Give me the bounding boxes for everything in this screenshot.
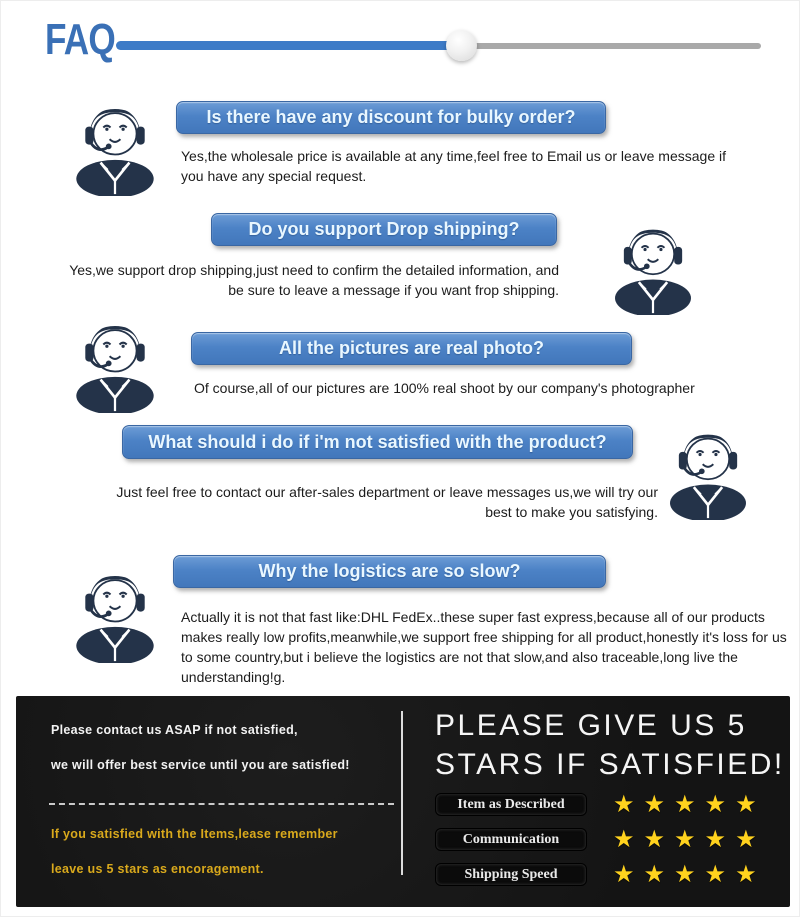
support-agent-avatar-icon	[61, 86, 169, 196]
support-agent-avatar-icon	[600, 207, 706, 315]
faq-question-text: What should i do if i'm not satisfied with the product?	[148, 431, 607, 452]
faq-question-text: Is there have any discount for bulky order?	[206, 107, 576, 127]
rating-label: Item as Described	[435, 793, 587, 816]
page-title: FAQ	[45, 15, 115, 64]
slider-track	[451, 43, 761, 49]
faq-question-text: Why the logistics are so slow?	[258, 561, 521, 581]
faq-question-banner[interactable]	[191, 332, 632, 365]
five-stars-icon: ★★★★★	[613, 861, 766, 888]
five-stars-icon: ★★★★★	[613, 826, 766, 853]
dashed-divider	[49, 803, 394, 805]
rating-label: Shipping Speed	[435, 863, 587, 886]
rating-row-shipping-speed	[435, 863, 766, 886]
five-stars-request-line: leave us 5 stars as encoragement.	[51, 862, 264, 876]
faq-question-text: All the pictures are real photo?	[278, 338, 545, 358]
headline-line-1: PLEASE GIVE US 5	[435, 709, 747, 742]
faq-question-banner[interactable]	[176, 101, 606, 134]
slider-handle-icon[interactable]	[446, 30, 477, 61]
faq-answer-text: Yes,we support drop shipping,just need to confirm the detailed information, and be sure to leave a message if you want frop shipping.	[69, 262, 559, 298]
rating-row-item-as-described	[435, 793, 766, 816]
vertical-divider	[401, 711, 403, 875]
five-stars-icon: ★★★★★	[613, 791, 766, 818]
faq-answer-text: Of course,all of our pictures are 100% real shoot by our company's photographer	[194, 380, 695, 396]
rating-label: Communication	[435, 828, 587, 851]
headline-line-2: STARS IF SATISFIED!	[435, 748, 785, 781]
support-agent-avatar-icon	[655, 412, 761, 520]
contact-us-line: Please contact us ASAP if not satisfied,	[51, 723, 298, 737]
support-agent-avatar-icon	[61, 553, 169, 663]
faq-answer-text: Yes,the wholesale price is available at any time,feel free to Email us or leave message if you have any special request.	[181, 148, 726, 184]
faq-progress-slider	[116, 39, 761, 53]
feedback-banner	[16, 696, 790, 907]
faq-question-banner[interactable]	[173, 555, 606, 588]
rating-row-communication	[435, 828, 766, 851]
five-stars-headline	[435, 706, 785, 784]
satisfied-reminder-line: If you satisfied with the Items,lease remember	[51, 827, 338, 841]
faq-answer-text: Just feel free to contact our after-sales department or leave messages us,we will try our best to make you satisfying.	[116, 484, 658, 520]
slider-filled-track	[116, 41, 464, 50]
faq-answer-text: Actually it is not that fast like:DHL FedEx..these super fast express,because all of our products makes really low profits,meanwhile,we support free shipping for all product,honestly it's loss for us to some country,but i believe the logistics are not that slow,and also traceable,long live the understanding!g.	[181, 609, 787, 685]
best-service-line: we will offer best service until you are satisfied!	[51, 758, 350, 772]
support-agent-avatar-icon	[61, 303, 169, 413]
faq-question-banner[interactable]	[122, 425, 633, 459]
faq-question-banner[interactable]	[211, 213, 557, 246]
rating-rows	[435, 793, 766, 886]
faq-question-text: Do you support Drop shipping?	[248, 219, 520, 239]
